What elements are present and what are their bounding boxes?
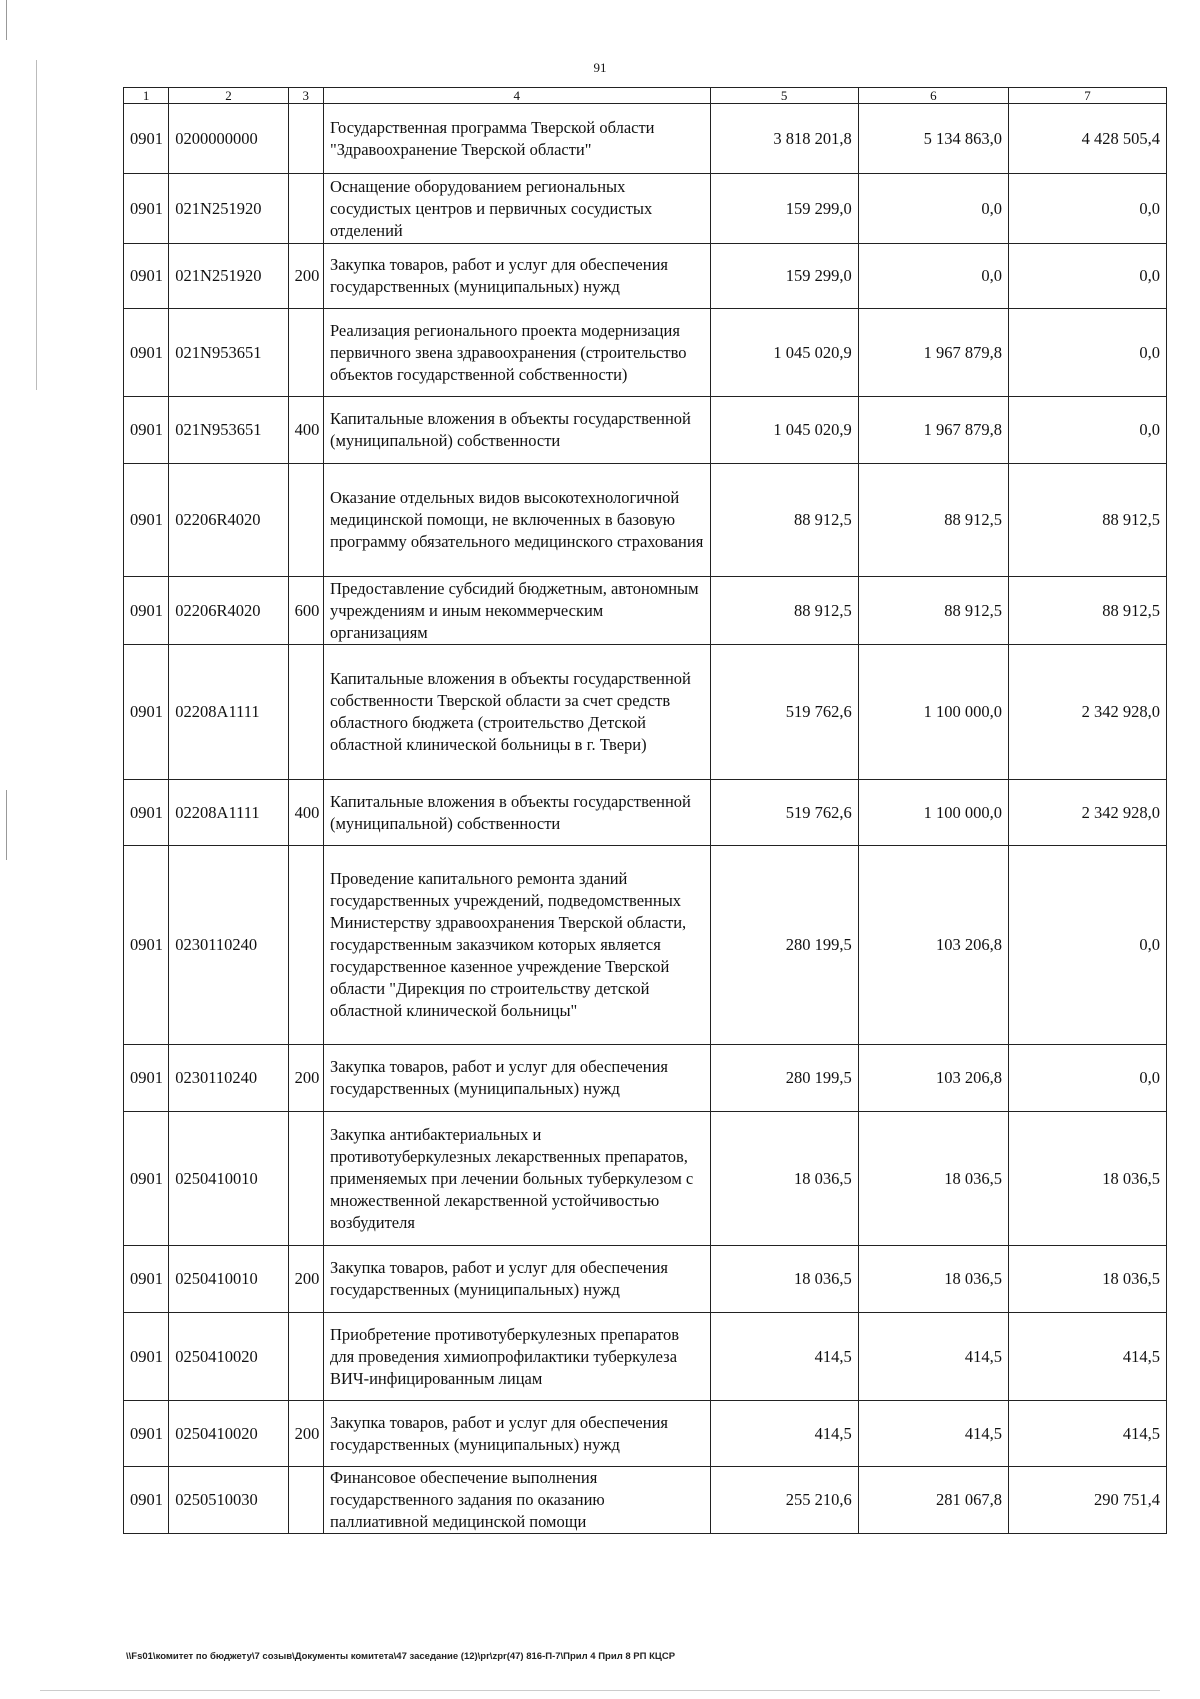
item-name-cell: Закупка товаров, работ и услуг для обеспечения государственных (муниципальных) нужд [323,1045,710,1112]
amount-col7-cell: 88 912,5 [1008,577,1166,645]
column-number-row [124,88,1167,104]
section-code-cell: 0901 [124,846,169,1045]
target-article-cell: 0250410020 [169,1401,288,1467]
target-article-cell: 02206R4020 [169,577,288,645]
table-row [124,244,1167,309]
column-header-1: 1 [124,88,169,104]
amount-col6-cell: 1 100 000,0 [858,645,1008,780]
section-code-cell: 0901 [124,1467,169,1534]
expense-type-cell [288,309,323,397]
table-row [124,464,1167,577]
section-code-cell: 0901 [124,1246,169,1313]
amount-col7-cell: 0,0 [1008,174,1166,244]
amount-col7-cell: 4 428 505,4 [1008,104,1166,174]
table-row [124,104,1167,174]
amount-col5-cell: 280 199,5 [710,846,858,1045]
expense-type-cell [288,464,323,577]
amount-col6-cell: 5 134 863,0 [858,104,1008,174]
section-code-cell: 0901 [124,104,169,174]
amount-col7-cell: 0,0 [1008,309,1166,397]
amount-col7-cell: 0,0 [1008,397,1166,464]
expense-type-cell [288,645,323,780]
item-name-cell: Финансовое обеспечение выполнения государственного задания по оказанию паллиативной медицинской помощи [323,1467,710,1534]
budget-table [123,87,1167,1534]
expense-type-cell [288,846,323,1045]
amount-col7-cell: 290 751,4 [1008,1467,1166,1534]
amount-col7-cell: 18 036,5 [1008,1246,1166,1313]
column-header-5: 5 [710,88,858,104]
table-row [124,1401,1167,1467]
expense-type-cell: 400 [288,780,323,846]
column-header-4: 4 [323,88,710,104]
expense-type-cell [288,1467,323,1534]
section-code-cell: 0901 [124,244,169,309]
item-name-cell: Предоставление субсидий бюджетным, автономным учреждениям и иным некоммерческим организациям [323,577,710,645]
amount-col6-cell: 18 036,5 [858,1112,1008,1246]
item-name-cell: Приобретение противотуберкулезных препаратов для проведения химиопрофилактики туберкулеза ВИЧ-инфицированным лицам [323,1313,710,1401]
section-code-cell: 0901 [124,1112,169,1246]
amount-col7-cell: 2 342 928,0 [1008,780,1166,846]
amount-col5-cell: 255 210,6 [710,1467,858,1534]
column-header-7: 7 [1008,88,1166,104]
target-article-cell: 021N251920 [169,244,288,309]
amount-col6-cell: 281 067,8 [858,1467,1008,1534]
section-code-cell: 0901 [124,645,169,780]
scan-edge-line [6,0,7,40]
target-article-cell: 0200000000 [169,104,288,174]
column-header-3: 3 [288,88,323,104]
amount-col6-cell: 103 206,8 [858,1045,1008,1112]
scan-edge-line [6,790,7,860]
amount-col7-cell: 414,5 [1008,1313,1166,1401]
table-row [124,1112,1167,1246]
item-name-cell: Закупка товаров, работ и услуг для обеспечения государственных (муниципальных) нужд [323,1246,710,1313]
amount-col7-cell: 414,5 [1008,1401,1166,1467]
item-name-cell: Государственная программа Тверской области "Здравоохранение Тверской области" [323,104,710,174]
target-article-cell: 0250510030 [169,1467,288,1534]
amount-col7-cell: 88 912,5 [1008,464,1166,577]
amount-col7-cell: 0,0 [1008,244,1166,309]
amount-col6-cell: 1 967 879,8 [858,309,1008,397]
scan-bottom-line [40,1690,1160,1691]
amount-col5-cell: 159 299,0 [710,174,858,244]
table-row [124,309,1167,397]
expense-type-cell: 200 [288,244,323,309]
item-name-cell: Капитальные вложения в объекты государственной собственности Тверской области за счет средств областного бюджета (строительство Детской областной клинической больницы в г. Твери) [323,645,710,780]
amount-col7-cell: 0,0 [1008,846,1166,1045]
expense-type-cell: 200 [288,1045,323,1112]
amount-col6-cell: 0,0 [858,244,1008,309]
target-article-cell: 021N251920 [169,174,288,244]
item-name-cell: Реализация регионального проекта модернизация первичного звена здравоохранения (строительство объектов государственной собственности) [323,309,710,397]
table-row [124,1246,1167,1313]
item-name-cell: Капитальные вложения в объекты государственной (муниципальной) собственности [323,780,710,846]
section-code-cell: 0901 [124,577,169,645]
page-number: 91 [593,60,607,75]
amount-col5-cell: 18 036,5 [710,1246,858,1313]
amount-col5-cell: 88 912,5 [710,577,858,645]
amount-col5-cell: 519 762,6 [710,780,858,846]
table-row [124,397,1167,464]
expense-type-cell: 200 [288,1401,323,1467]
target-article-cell: 0250410010 [169,1246,288,1313]
table-row [124,174,1167,244]
amount-col7-cell: 18 036,5 [1008,1112,1166,1246]
table-row [124,645,1167,780]
amount-col6-cell: 1 100 000,0 [858,780,1008,846]
expense-type-cell: 400 [288,397,323,464]
table-row [124,1045,1167,1112]
column-header-2: 2 [169,88,288,104]
expense-type-cell: 600 [288,577,323,645]
target-article-cell: 0230110240 [169,846,288,1045]
amount-col5-cell: 414,5 [710,1401,858,1467]
amount-col5-cell: 280 199,5 [710,1045,858,1112]
item-name-cell: Закупка антибактериальных и противотуберкулезных лекарственных препаратов, применяемых при лечении больных туберкулезом с множественной лекарственной устойчивостью возбудителя [323,1112,710,1246]
target-article-cell: 021N953651 [169,397,288,464]
section-code-cell: 0901 [124,1313,169,1401]
amount-col5-cell: 88 912,5 [710,464,858,577]
section-code-cell: 0901 [124,464,169,577]
amount-col6-cell: 414,5 [858,1401,1008,1467]
amount-col5-cell: 414,5 [710,1313,858,1401]
expense-type-cell [288,104,323,174]
target-article-cell: 0250410020 [169,1313,288,1401]
amount-col6-cell: 18 036,5 [858,1246,1008,1313]
amount-col5-cell: 159 299,0 [710,244,858,309]
amount-col5-cell: 18 036,5 [710,1112,858,1246]
target-article-cell: 021N953651 [169,309,288,397]
section-code-cell: 0901 [124,309,169,397]
amount-col6-cell: 0,0 [858,174,1008,244]
section-code-cell: 0901 [124,174,169,244]
expense-type-cell [288,174,323,244]
section-code-cell: 0901 [124,397,169,464]
section-code-cell: 0901 [124,780,169,846]
table-row [124,780,1167,846]
item-name-cell: Закупка товаров, работ и услуг для обеспечения государственных (муниципальных) нужд [323,244,710,309]
item-name-cell: Закупка товаров, работ и услуг для обеспечения государственных (муниципальных) нужд [323,1401,710,1467]
column-header-6: 6 [858,88,1008,104]
amount-col6-cell: 414,5 [858,1313,1008,1401]
amount-col5-cell: 519 762,6 [710,645,858,780]
section-code-cell: 0901 [124,1401,169,1467]
amount-col6-cell: 1 967 879,8 [858,397,1008,464]
item-name-cell: Оказание отдельных видов высокотехнологичной медицинской помощи, не включенных в базовую программу обязательного медицинского страхования [323,464,710,577]
table-row [124,577,1167,645]
amount-col5-cell: 1 045 020,9 [710,309,858,397]
item-name-cell: Проведение капитального ремонта зданий государственных учреждений, подведомственных Министерству здравоохранения Тверской области, государственным заказчиком которых является государственное казенное учреждение Тверской области "Дирекция по строительству детской областной клинической больницы" [323,846,710,1045]
amount-col5-cell: 1 045 020,9 [710,397,858,464]
table-row [124,846,1167,1045]
expense-type-cell [288,1313,323,1401]
amount-col6-cell: 88 912,5 [858,577,1008,645]
item-name-cell: Оснащение оборудованием региональных сосудистых центров и первичных сосудистых отделений [323,174,710,244]
section-code-cell: 0901 [124,1045,169,1112]
table-row [124,1313,1167,1401]
scan-edge-line [36,60,37,390]
amount-col7-cell: 2 342 928,0 [1008,645,1166,780]
target-article-cell: 02206R4020 [169,464,288,577]
expense-type-cell: 200 [288,1246,323,1313]
amount-col7-cell: 0,0 [1008,1045,1166,1112]
file-path-footer: \\Fs01\комитет по бюджету\7 созыв\Документы комитета\47 заседание (12)\pr\zpr(47) 816-П-7\Прил 4 Прил 8 РП КЦСР [126,1651,676,1662]
amount-col5-cell: 3 818 201,8 [710,104,858,174]
amount-col6-cell: 103 206,8 [858,846,1008,1045]
target-article-cell: 0230110240 [169,1045,288,1112]
target-article-cell: 0250410010 [169,1112,288,1246]
item-name-cell: Капитальные вложения в объекты государственной (муниципальной) собственности [323,397,710,464]
expense-type-cell [288,1112,323,1246]
target-article-cell: 02208A1111 [169,645,288,780]
target-article-cell: 02208A1111 [169,780,288,846]
amount-col6-cell: 88 912,5 [858,464,1008,577]
table-body [124,104,1167,1534]
table-row [124,1467,1167,1534]
